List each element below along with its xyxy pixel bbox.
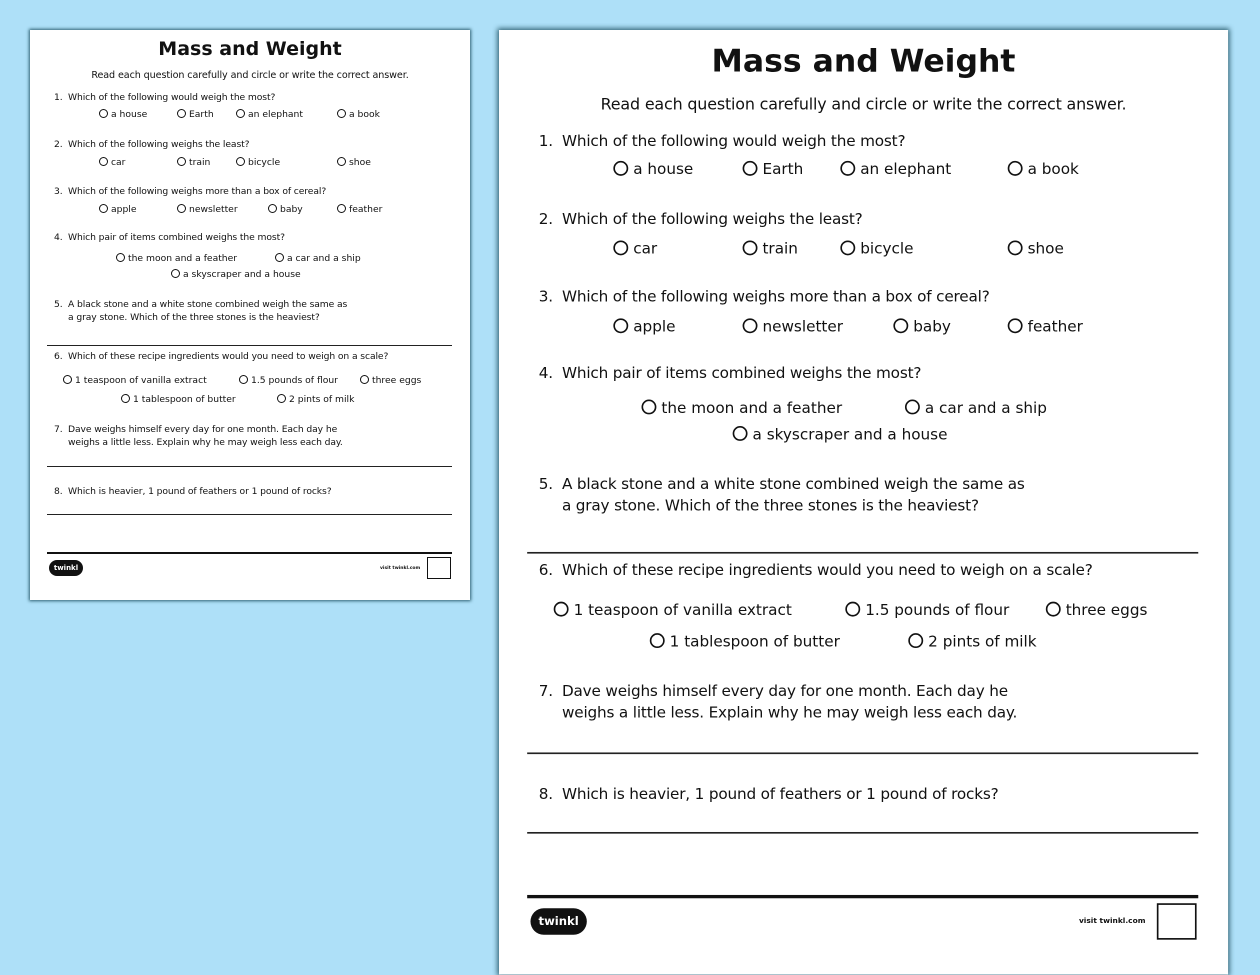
q2-option[interactable]: shoe <box>337 157 371 168</box>
q6-option[interactable]: 1 teaspoon of vanilla extract <box>63 375 207 386</box>
answer-line[interactable] <box>527 552 1198 554</box>
q3-text: Which of the following weighs more than a box of cereal? <box>561 288 990 307</box>
q5-text: A black stone and a white stone combined weigh the same as <box>561 475 1025 494</box>
q8-text: Which is heavier, 1 pound of feathers or 1 pound of rocks? <box>561 785 999 804</box>
q5-text: A black stone and a white stone combined weigh the same as <box>68 299 348 310</box>
q3-number: 3. <box>538 288 553 307</box>
q4-option[interactable]: the moon and a feather <box>116 253 237 264</box>
answer-line[interactable] <box>47 514 452 515</box>
q6-option[interactable]: 1 tablespoon of butter <box>650 633 840 651</box>
q1-number: 1. <box>54 92 63 103</box>
q6-text: Which of these recipe ingredients would you need to weigh on a scale? <box>561 561 1093 581</box>
q3-option[interactable]: baby <box>893 318 951 336</box>
twinkl-logo: twinkl <box>530 908 586 935</box>
q6-option[interactable]: 2 pints of milk <box>277 394 354 405</box>
q1-number: 1. <box>538 132 553 151</box>
q4-option[interactable]: a car and a ship <box>275 253 361 264</box>
q6-text: Which of these recipe ingredients would you need to weigh on a scale? <box>68 351 389 362</box>
q4-text: Which pair of items combined weighs the most? <box>561 364 922 383</box>
q2-text: Which of the following weighs the least? <box>68 139 250 150</box>
answer-line[interactable] <box>47 466 452 467</box>
q7-number: 7. <box>54 424 63 435</box>
q8-text: Which is heavier, 1 pound of feathers or 1 pound of rocks? <box>68 486 332 497</box>
badge-icon <box>427 557 451 579</box>
q6-option[interactable]: 1 teaspoon of vanilla extract <box>554 602 792 620</box>
q4-option[interactable]: the moon and a feather <box>642 400 843 418</box>
q2-option[interactable]: shoe <box>1008 240 1064 258</box>
q6-option[interactable]: 1.5 pounds of flour <box>239 375 338 386</box>
answer-line[interactable] <box>527 752 1198 754</box>
worksheet-title: Mass and Weight <box>711 43 1016 80</box>
q8-number: 8. <box>538 785 553 804</box>
q3-option[interactable]: baby <box>268 204 303 215</box>
worksheet-thumbnail <box>30 30 470 600</box>
q1-option[interactable]: an elephant <box>840 161 951 179</box>
q6-number: 6. <box>538 561 553 581</box>
q4-option[interactable]: a skyscraper and a house <box>171 269 301 280</box>
badge-icon <box>1157 903 1197 939</box>
q3-option[interactable]: newsletter <box>177 204 238 215</box>
q6-number: 6. <box>54 351 63 362</box>
footer-divider <box>47 552 452 554</box>
q6-option[interactable]: three eggs <box>1046 602 1148 620</box>
worksheet-title: Mass and Weight <box>158 38 342 60</box>
q2-option[interactable]: train <box>177 157 210 168</box>
q7-text: Dave weighs himself every day for one month. Each day he <box>68 424 338 435</box>
q4-option[interactable]: a car and a ship <box>905 400 1047 418</box>
footer-divider <box>527 895 1198 898</box>
instructions: Read each question carefully and circle or write the correct answer. <box>91 70 409 81</box>
q5-number: 5. <box>54 299 63 310</box>
visit-text: visit twinkl.com <box>1078 918 1146 927</box>
q4-number: 4. <box>538 364 553 383</box>
twinkl-logo: twinkl <box>49 560 83 576</box>
q1-option[interactable]: a house <box>99 109 147 120</box>
q4-option[interactable]: a skyscraper and a house <box>733 426 948 444</box>
q3-text: Which of the following weighs more than a box of cereal? <box>68 186 327 197</box>
q1-option[interactable]: Earth <box>177 109 214 120</box>
worksheet-preview <box>499 30 1228 974</box>
q4-text: Which pair of items combined weighs the most? <box>68 232 285 243</box>
q3-option[interactable]: feather <box>1008 318 1083 336</box>
q3-option[interactable]: apple <box>99 204 137 215</box>
q6-option[interactable]: three eggs <box>360 375 421 386</box>
q1-text: Which of the following would weigh the most? <box>68 92 276 103</box>
q4-number: 4. <box>54 232 63 243</box>
q3-number: 3. <box>54 186 63 197</box>
q6-option[interactable]: 1 tablespoon of butter <box>121 394 236 405</box>
q7-number: 7. <box>538 682 553 702</box>
q3-option[interactable]: apple <box>613 318 675 336</box>
answer-line[interactable] <box>47 345 452 346</box>
q3-option[interactable]: feather <box>337 204 382 215</box>
q2-option[interactable]: car <box>613 240 657 258</box>
q2-option[interactable]: bicycle <box>236 157 280 168</box>
q7-text-line2: weighs a little less. Explain why he may weigh less each day. <box>561 704 1018 723</box>
q1-option[interactable]: Earth <box>743 161 804 179</box>
q1-option[interactable]: a book <box>1008 161 1079 179</box>
q2-option[interactable]: bicycle <box>840 240 913 258</box>
q5-number: 5. <box>538 475 553 494</box>
q6-option[interactable]: 2 pints of milk <box>908 633 1036 651</box>
q1-option[interactable]: an elephant <box>236 109 303 120</box>
q5-text-line2: a gray stone. Which of the three stones is the heaviest? <box>68 312 320 323</box>
q2-option[interactable]: car <box>99 157 125 168</box>
q7-text-line2: weighs a little less. Explain why he may weigh less each day. <box>68 437 343 448</box>
q2-text: Which of the following weighs the least? <box>561 210 863 229</box>
q1-option[interactable]: a house <box>613 161 693 179</box>
q1-option[interactable]: a book <box>337 109 380 120</box>
q1-text: Which of the following would weigh the most? <box>561 132 906 151</box>
answer-line[interactable] <box>527 832 1198 834</box>
q2-number: 2. <box>54 139 63 150</box>
q8-number: 8. <box>54 486 63 497</box>
instructions: Read each question carefully and circle or write the correct answer. <box>600 96 1127 115</box>
q6-option[interactable]: 1.5 pounds of flour <box>845 602 1009 620</box>
q7-text: Dave weighs himself every day for one month. Each day he <box>561 682 1008 702</box>
q3-option[interactable]: newsletter <box>743 318 843 336</box>
q2-number: 2. <box>538 210 553 229</box>
visit-text: visit twinkl.com <box>380 566 421 571</box>
q5-text-line2: a gray stone. Which of the three stones is the heaviest? <box>561 497 979 516</box>
q2-option[interactable]: train <box>743 240 798 258</box>
